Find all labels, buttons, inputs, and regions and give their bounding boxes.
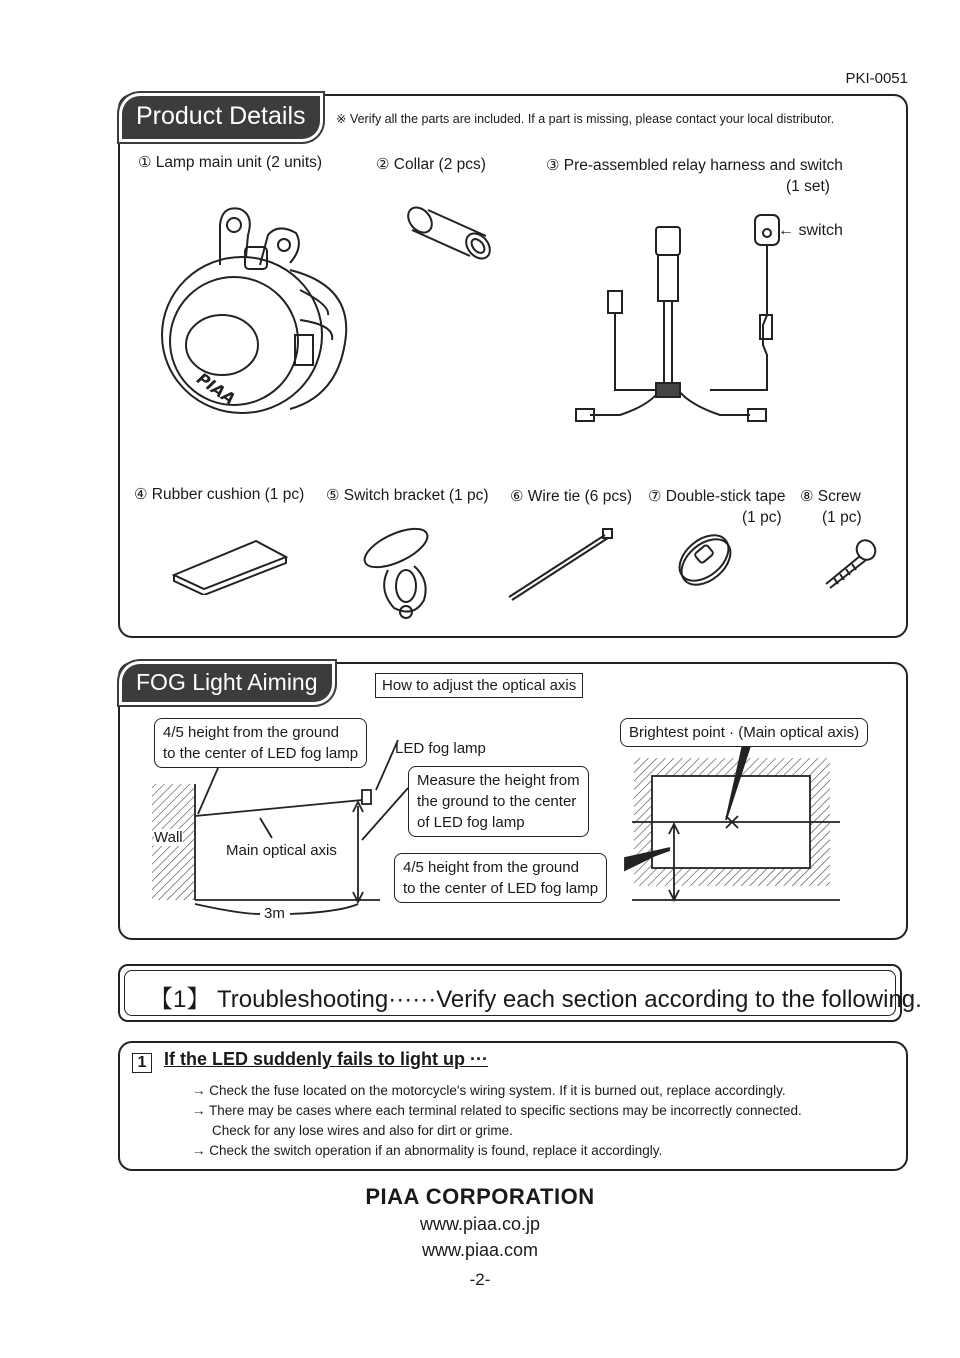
wall-label: Wall <box>154 829 183 846</box>
part-label-collar: ② Collar (2 pcs) <box>376 155 486 173</box>
part-label-rubber-cushion: ④ Rubber cushion (1 pc) <box>134 485 305 503</box>
collar-illustration <box>400 200 500 270</box>
fog-aiming-tab: FOG Light Aiming <box>122 664 332 702</box>
document-code: PKI-0051 <box>845 70 908 87</box>
rubber-cushion-illustration <box>166 535 296 595</box>
switch-bracket-illustration <box>358 520 448 625</box>
brightest-point-label: Brightest point · (Main optical axis) <box>620 718 868 747</box>
lamp-logo: PIAA <box>193 368 240 409</box>
lamp-main-unit-illustration <box>150 195 360 425</box>
part-label-harness: ③ Pre-assembled relay harness and switch (1 set) <box>546 156 843 195</box>
bullet-fuse: → Check the fuse located on the motorcycle's wiring system. If it is burned out, replace accordingly. <box>192 1083 786 1098</box>
part-label-switch-bracket: ⑤ Switch bracket (1 pc) <box>326 486 489 504</box>
main-optical-axis-label: Main optical axis <box>226 842 337 859</box>
troubleshooting-heading-box <box>118 964 922 1022</box>
bullet-terminals-cont: Check for any lose wires and also for dirt or grime. <box>212 1123 513 1138</box>
company-url-jp: www.piaa.co.jp <box>419 1214 541 1234</box>
parts-note: ※ Verify all the parts are included. If a part is missing, please contact your local distributor. <box>336 112 835 126</box>
relay-harness-illustration <box>560 205 800 435</box>
measure-height-label: Measure the height from the ground to the center of LED fog lamp <box>408 766 589 837</box>
item-title: If the LED suddenly fails to light up ··· <box>164 1049 488 1069</box>
screw-illustration <box>820 538 880 590</box>
troubleshooting-heading: 【1】 Troubleshooting······Verify each section according to the following. <box>124 970 896 1016</box>
height-label-right: 4/5 height from the ground to the center of LED fog lamp <box>394 853 607 903</box>
bullet-switch: → Check the switch operation if an abnormality is found, replace it accordingly. <box>192 1143 663 1158</box>
company-url-com: www.piaa.com <box>421 1240 539 1260</box>
wire-tie-illustration <box>505 525 620 605</box>
bullet-terminals: → There may be cases where each terminal related to specific sections may be incorrectly connected. <box>192 1103 802 1118</box>
part-label-double-stick-tape: ⑦ Double-stick tape (1 pc) <box>648 487 786 526</box>
troubleshooting-item-panel <box>118 1041 908 1171</box>
height-label-left: 4/5 height from the ground to the center of LED fog lamp <box>154 718 367 768</box>
switch-callout: ← switch <box>778 222 843 239</box>
part-label-lamp: ① Lamp main unit (2 units) <box>138 153 323 171</box>
product-details-tab: Product Details <box>122 96 320 139</box>
distance-label: 3m <box>264 905 285 922</box>
page-number: -2- <box>469 1270 491 1289</box>
part-label-wire-tie: ⑥ Wire tie (6 pcs) <box>510 487 632 505</box>
led-fog-lamp-label: LED fog lamp <box>395 740 486 757</box>
part-label-screw: ⑧ Screw (1 pc) <box>800 487 862 526</box>
double-stick-tape-illustration <box>670 530 740 590</box>
aiming-subtitle: How to adjust the optical axis <box>375 673 583 698</box>
item-number: 1 <box>132 1053 152 1073</box>
company-name: PIAA CORPORATION <box>365 1184 595 1209</box>
